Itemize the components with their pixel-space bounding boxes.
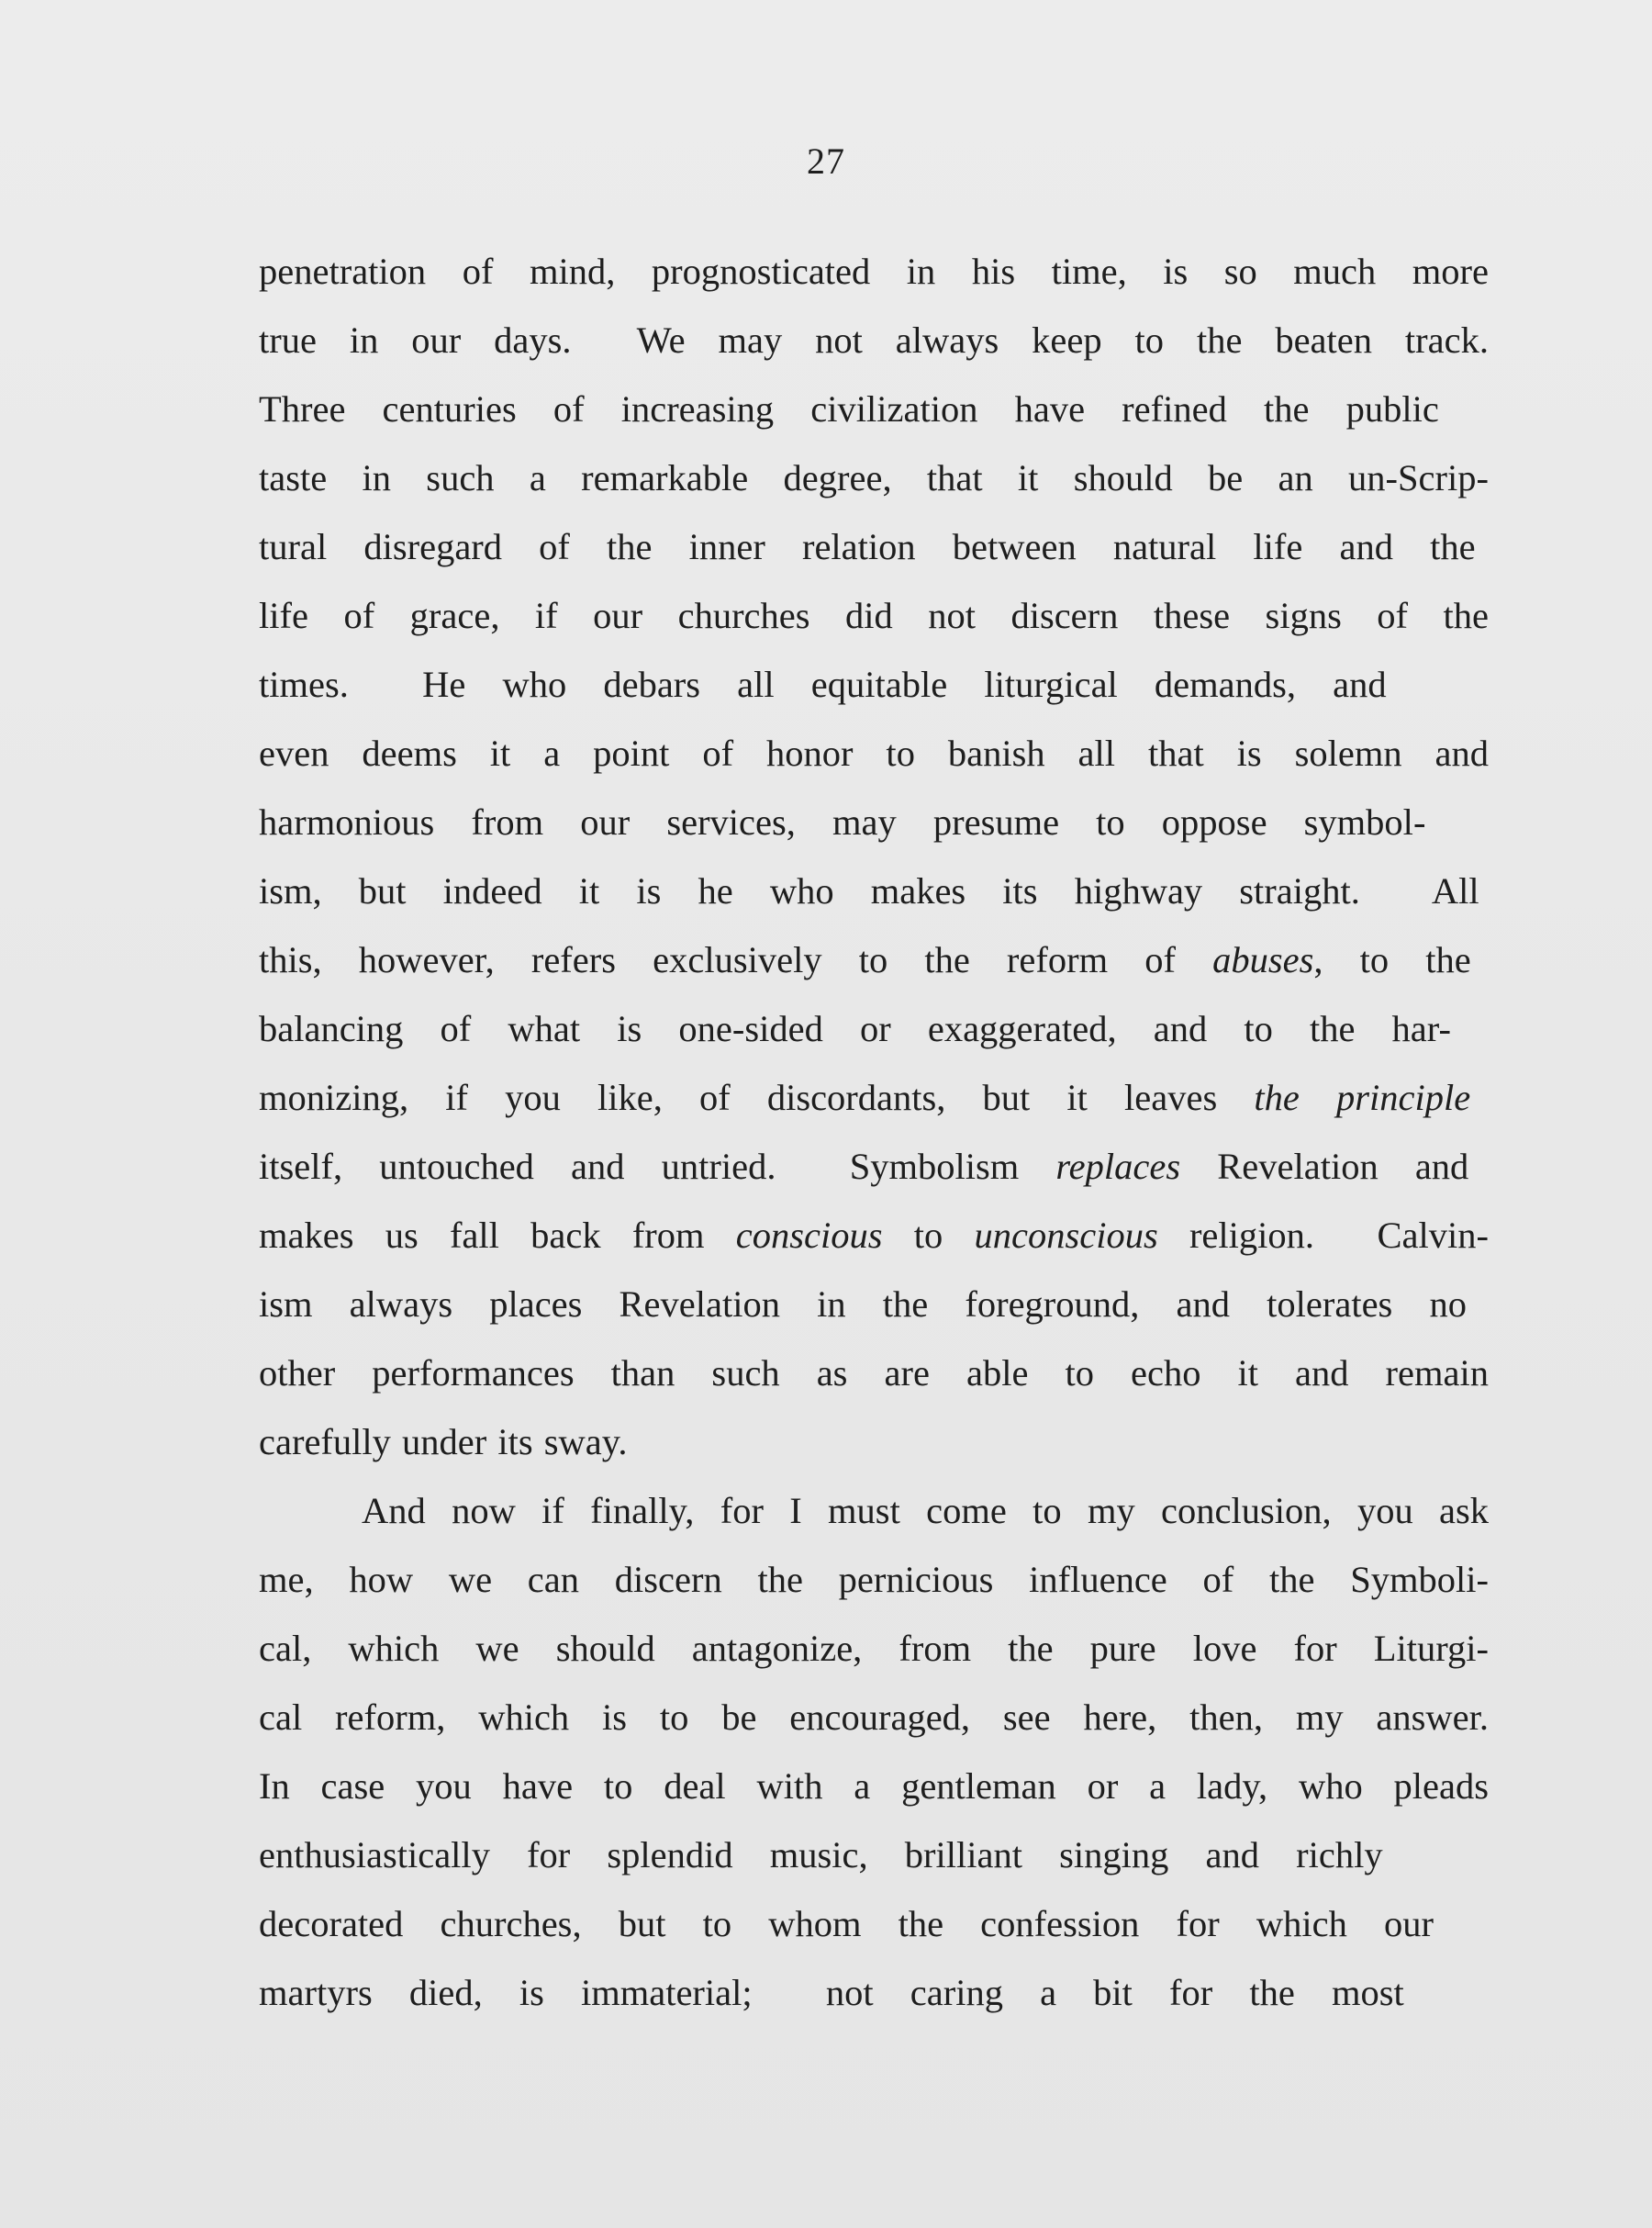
italic-text: unconscious xyxy=(974,1215,1158,1256)
page-number: 27 xyxy=(807,140,845,182)
text-segment: religion. Calvin- xyxy=(1157,1215,1489,1256)
text-line xyxy=(259,1958,1489,2027)
body-text xyxy=(259,237,1489,2027)
text-segment: itself, untouched and untried. Symbolism xyxy=(259,1146,1056,1187)
text-segment: And now if finally, for I must come to my conclusion, you ask xyxy=(362,1490,1489,1531)
text-line xyxy=(259,1407,1489,1476)
text-line xyxy=(259,443,1489,512)
text-line xyxy=(259,512,1489,581)
text-line xyxy=(259,856,1489,925)
text-segment: to xyxy=(882,1215,975,1256)
text-segment: tural disregard of the inner relation between natural life and the xyxy=(259,526,1476,567)
text-line xyxy=(259,788,1489,856)
text-line xyxy=(259,581,1489,650)
text-segment: carefully under its sway. xyxy=(259,1421,628,1462)
text-segment: In case you have to deal with a gentleman or a lady, who pleads xyxy=(259,1765,1489,1807)
text-segment: Revelation and xyxy=(1180,1146,1469,1187)
text-line xyxy=(259,237,1489,306)
text-line xyxy=(259,375,1489,443)
text-line xyxy=(259,1683,1489,1752)
italic-text: abuses xyxy=(1212,939,1314,980)
italic-text: conscious xyxy=(735,1215,883,1256)
text-segment: ism, but indeed it is he who makes its highway straight. All xyxy=(259,870,1479,912)
text-line xyxy=(259,1545,1489,1614)
text-segment: taste in such a remarkable degree, that it should be an un-Scrip- xyxy=(259,457,1489,498)
text-line xyxy=(259,1752,1489,1820)
text-segment: life of grace, if our churches did not discern these signs of the xyxy=(259,595,1489,636)
text-line xyxy=(259,650,1489,719)
text-line xyxy=(259,1132,1489,1201)
text-line xyxy=(259,1270,1489,1338)
text-line xyxy=(259,1338,1489,1407)
text-segment: enthusiastically for splendid music, brilliant singing and richly xyxy=(259,1834,1383,1875)
text-segment: monizing, if you like, of discordants, but it leaves xyxy=(259,1077,1255,1118)
text-line xyxy=(259,1476,1489,1545)
text-segment: martyrs died, is immaterial; not caring a bit for the most xyxy=(259,1972,1404,2013)
text-line xyxy=(259,1063,1489,1132)
paragraph xyxy=(259,237,1489,1476)
italic-text: the principle xyxy=(1254,1077,1471,1118)
text-segment: true in our days. We may not always keep to the beaten track. xyxy=(259,319,1489,361)
text-line xyxy=(259,1201,1489,1270)
paragraph xyxy=(259,1476,1489,2027)
italic-text: replaces xyxy=(1055,1146,1181,1187)
text-segment: this, however, refers exclusively to the reform of xyxy=(259,939,1213,980)
text-segment: , to the xyxy=(1313,939,1471,980)
text-line xyxy=(259,719,1489,788)
text-line xyxy=(259,1889,1489,1958)
text-line xyxy=(259,1820,1489,1889)
text-segment: penetration of mind, prognosticated in his time, is so much more xyxy=(259,251,1489,292)
text-segment: ism always places Revelation in the foreground, and tolerates no xyxy=(259,1283,1467,1325)
text-segment: me, how we can discern the pernicious influence of the Symboli- xyxy=(259,1559,1489,1600)
text-segment: cal, which we should antagonize, from the pure love for Liturgi- xyxy=(259,1628,1489,1669)
text-segment: cal reform, which is to be encouraged, see here, then, my answer. xyxy=(259,1696,1489,1738)
text-line xyxy=(259,306,1489,375)
text-segment: harmonious from our services, may presume to oppose symbol- xyxy=(259,801,1426,843)
text-segment: balancing of what is one-sided or exaggerated, and to the har- xyxy=(259,1008,1451,1049)
text-segment: makes us fall back from xyxy=(259,1215,736,1256)
text-line xyxy=(259,994,1489,1063)
text-segment: times. He who debars all equitable liturgical demands, and xyxy=(259,664,1387,705)
text-line xyxy=(259,1614,1489,1683)
text-line xyxy=(259,925,1489,994)
text-segment: Three centuries of increasing civilization have refined the public xyxy=(259,388,1439,430)
text-segment: decorated churches, but to whom the confession for which our xyxy=(259,1903,1434,1944)
text-segment: other performances than such as are able to echo it and remain xyxy=(259,1352,1489,1394)
text-segment: even deems it a point of honor to banish all that is solemn and xyxy=(259,733,1489,774)
